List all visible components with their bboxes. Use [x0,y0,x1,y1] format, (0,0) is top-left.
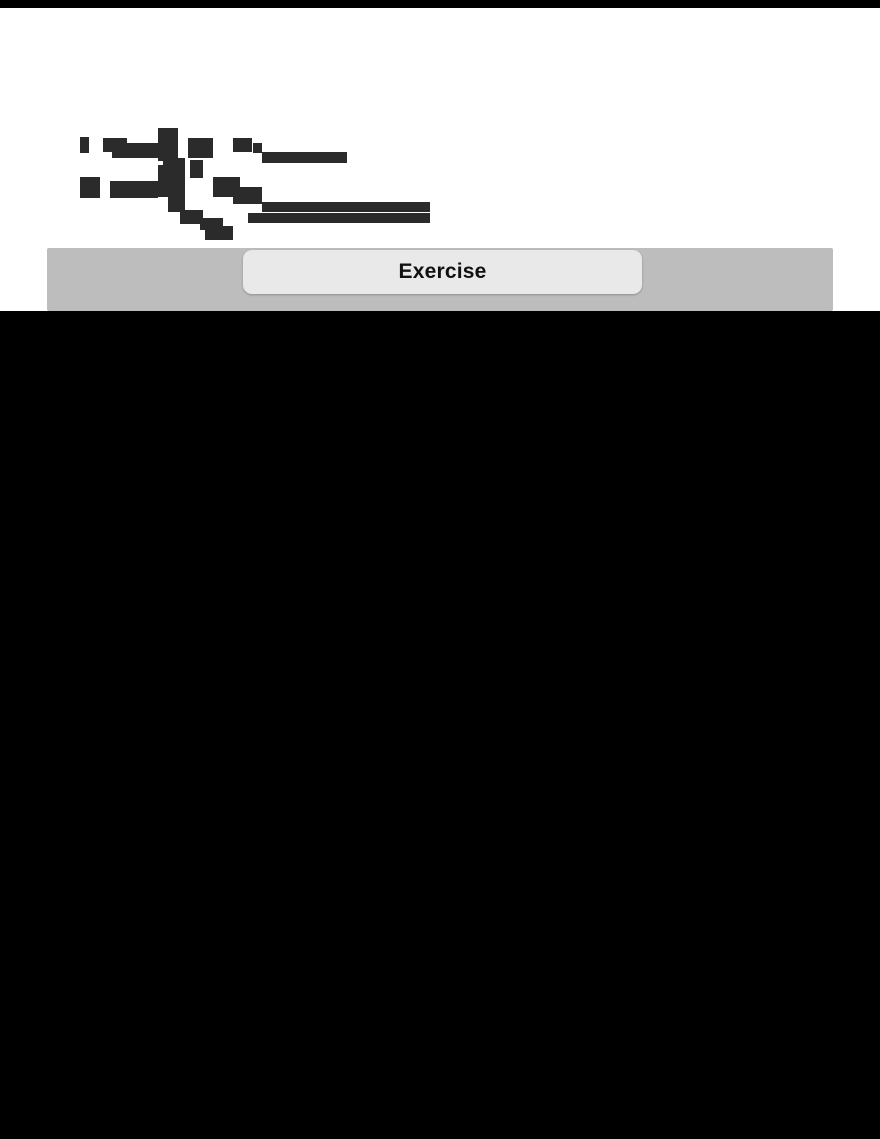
text-pixel-block [248,213,430,223]
top-black-band [0,0,880,8]
text-pixel-block [188,138,213,158]
exercise-header-bar [47,248,833,311]
text-pixel-block [110,181,158,198]
text-pixel-block [233,187,262,204]
text-pixel-block [80,137,89,153]
exercise-button-label: Exercise [398,260,487,283]
black-lower-area [0,311,880,1139]
text-pixel-block [262,202,430,212]
text-pixel-block [190,160,203,178]
text-pixel-block [158,165,185,197]
text-pixel-block [205,226,233,240]
text-pixel-block [80,177,100,198]
text-pixel-block [158,128,178,161]
text-pixel-block [262,152,347,163]
text-pixel-block [233,138,252,152]
exercise-button[interactable] [243,250,642,294]
text-pixel-block [253,143,262,153]
text-pixel-block [112,143,158,158]
